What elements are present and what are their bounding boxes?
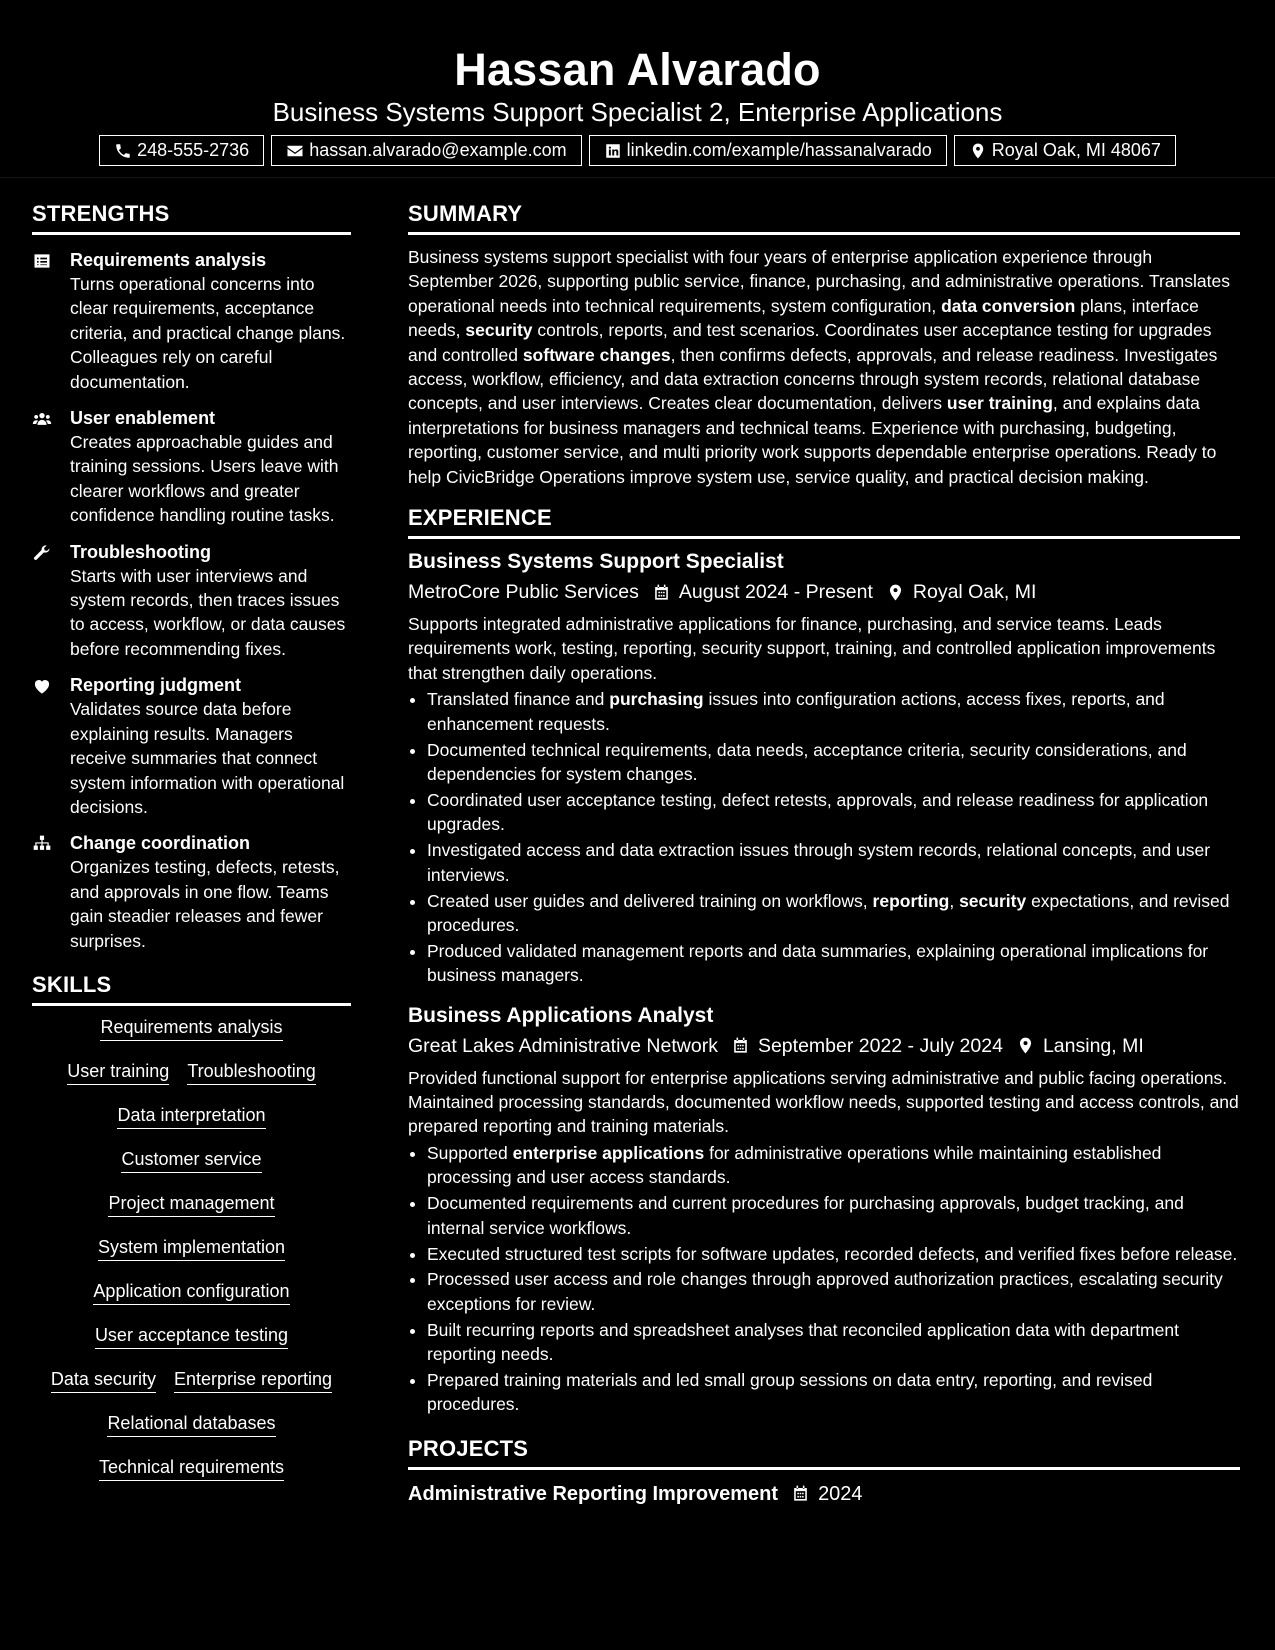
skill-row xyxy=(98,1236,285,1261)
job-meta xyxy=(408,578,1240,606)
strength-body xyxy=(70,540,351,662)
skill-tag: Enterprise reporting xyxy=(174,1368,332,1393)
contact-linkedin[interactable] xyxy=(589,135,947,166)
text-run: Built recurring reports and spreadsheet analyses that reconciled application data with department reporting needs. xyxy=(427,1319,1179,1365)
contact-location[interactable] xyxy=(954,135,1176,166)
right-column xyxy=(408,200,1240,1508)
skills-list xyxy=(32,1016,351,1481)
envelope-icon xyxy=(286,142,304,160)
strength-item xyxy=(32,673,351,819)
left-column xyxy=(32,200,351,1481)
job-location-text: Royal Oak, MI xyxy=(912,581,1037,604)
phone-icon xyxy=(114,142,132,160)
contact-location-text: Royal Oak, MI 48067 xyxy=(991,140,1161,160)
job-location xyxy=(1016,1032,1144,1060)
text-run: controls, reports, and test scenarios. Coordinates user acceptance testing for upgrades and controlled xyxy=(408,320,1212,365)
strengths-heading: STRENGTHS xyxy=(32,200,351,235)
job-meta xyxy=(408,1032,1240,1060)
strength-body xyxy=(70,831,351,953)
contact-phone[interactable] xyxy=(99,135,264,166)
bullet-item xyxy=(427,1141,1240,1190)
job-location xyxy=(886,578,1037,606)
strength-description: Organizes testing, defects, retests, and approvals in one flow. Teams gain steadier releases and fewer surprises. xyxy=(70,857,340,951)
heart-icon xyxy=(32,673,70,819)
strength-title: Troubleshooting xyxy=(70,541,211,562)
skill-row xyxy=(67,1060,315,1085)
text-run: , and explains data interpretations for business managers and technical teams. Experience with purchasing, budgeting, reporting, customer service, and multi priority work supports dependable enterprise operations. Ready to help CivicBridge Operations improve system use, service quality, and practical decision making. xyxy=(408,393,1217,487)
job-dates-text: August 2024 - Present xyxy=(678,581,873,604)
job-company: MetroCore Public Services xyxy=(408,581,639,604)
bullet-item xyxy=(427,1318,1240,1367)
calendar-icon xyxy=(731,1036,758,1055)
emphasis-text: enterprise applications xyxy=(512,1142,705,1163)
job-dates xyxy=(652,578,873,606)
skill-tag: System implementation xyxy=(98,1236,285,1261)
strength-body xyxy=(70,406,351,528)
text-run: Investigated access and data extraction issues through system records, relational concepts, and user interviews. xyxy=(427,840,1211,885)
candidate-name: Hassan Alvarado xyxy=(454,44,821,95)
text-run: issues into configuration actions, access fixes, reports, and enhancement requests. xyxy=(427,689,1165,734)
skill-row xyxy=(51,1368,332,1393)
skill-row xyxy=(95,1324,288,1349)
job-dates-text: September 2022 - July 2024 xyxy=(757,1034,1003,1057)
linkedin-icon xyxy=(604,142,622,160)
text-run: , then confirms defects, approvals, and release readiness. Investigates access, workflow, efficiency, and data extraction concerns through system records, relational database concepts, and user interviews. Creates clear documentation, delivers xyxy=(408,344,1218,414)
projects-heading: PROJECTS xyxy=(408,1435,1240,1470)
strength-description: Turns operational concerns into clear requirements, acceptance criteria, and practical change plans. Colleagues rely on careful documentation. xyxy=(70,274,346,392)
text-run: Processed user access and role changes through approved authorization practices, escalating security exceptions for review. xyxy=(427,1269,1223,1314)
skill-tag: Data interpretation xyxy=(117,1104,265,1129)
strength-description: Creates approachable guides and training sessions. Users leave with clearer workflows and greater confidence handling routine tasks. xyxy=(70,432,339,526)
skill-row xyxy=(99,1456,284,1481)
text-run: Prepared training materials and led small group sessions on data entry, reporting, and revised procedures. xyxy=(427,1370,1153,1415)
bullet-item xyxy=(427,788,1240,837)
project-title: Administrative Reporting Improvement xyxy=(408,1482,779,1505)
sitemap-icon xyxy=(32,831,70,953)
map-pin-icon xyxy=(886,583,913,602)
text-run: Coordinated user acceptance testing, defect retests, approvals, and release readiness for application upgrades. xyxy=(427,789,1209,835)
text-run: Documented requirements and current procedures for purchasing approvals, budget tracking, and internal service workflows. xyxy=(427,1193,1184,1238)
strengths-list xyxy=(32,248,351,953)
skill-tag: Troubleshooting xyxy=(187,1060,315,1085)
text-run: Business systems support specialist with four years of enterprise application experience through September 2026, supporting public service, finance, purchasing, and administrative operations. Translates operational needs into technical requirements, system configuration, xyxy=(408,247,1230,316)
summary-heading: SUMMARY xyxy=(408,200,1240,235)
text-run: Supported xyxy=(427,1142,513,1163)
emphasis-text: purchasing xyxy=(609,689,704,710)
skill-row xyxy=(100,1016,282,1041)
skill-tag: Requirements analysis xyxy=(100,1016,282,1041)
bullet-item xyxy=(427,838,1240,887)
emphasis-text: security xyxy=(959,890,1027,911)
strength-title: Requirements analysis xyxy=(70,250,267,270)
skill-row xyxy=(121,1148,261,1173)
job-bullets xyxy=(408,1141,1240,1417)
strength-description: Starts with user interviews and system records, then traces issues to access, workflow, or data causes before recommending fixes. xyxy=(70,565,346,659)
project-year: 2024 xyxy=(818,1482,863,1505)
job-description: Provided functional support for enterprise applications serving administrative and public facing operations. Maintained processing standards, documented workflow needs, supported testing and access controls, and prepared reporting and training materials. xyxy=(408,1067,1239,1137)
skill-row xyxy=(93,1280,289,1305)
skill-tag: Project management xyxy=(108,1192,274,1217)
job-dates xyxy=(731,1032,1003,1060)
skill-tag: Data security xyxy=(51,1368,156,1393)
project-entry xyxy=(408,1480,1240,1508)
strength-item xyxy=(32,540,351,662)
emphasis-text: user training xyxy=(946,393,1053,414)
skill-row xyxy=(107,1412,275,1437)
experience-heading: EXPERIENCE xyxy=(408,504,1240,539)
bullet-item xyxy=(427,1242,1240,1266)
job-entry xyxy=(408,1002,1240,1417)
bullet-item xyxy=(427,1191,1240,1240)
job-entry xyxy=(408,548,1240,988)
skill-tag: Application configuration xyxy=(93,1280,289,1305)
strength-title: Reporting judgment xyxy=(70,675,241,696)
bullet-item xyxy=(427,889,1240,938)
contact-email-text: hassan.alvarado@example.com xyxy=(309,140,567,160)
map-pin-icon xyxy=(969,142,987,160)
emphasis-text: software changes xyxy=(522,344,671,365)
job-description: Supports integrated administrative applications for finance, purchasing, and service teams. Leads requirements work, testing, reporting, security support, training, and controlled application improvements that strengthen daily operations. xyxy=(408,614,1216,683)
bullet-item xyxy=(427,687,1240,736)
projects-list xyxy=(408,1480,1240,1508)
job-bullets xyxy=(408,687,1240,987)
contact-bar xyxy=(0,135,1275,166)
skill-tag: User training xyxy=(67,1060,169,1085)
strength-item xyxy=(32,406,351,528)
contact-email[interactable] xyxy=(271,135,581,166)
bullet-item xyxy=(427,939,1240,988)
skill-tag: Relational databases xyxy=(107,1412,275,1437)
job-title: Business Systems Support Specialist xyxy=(408,550,784,574)
calendar-icon xyxy=(652,583,679,602)
text-run: Documented technical requirements, data needs, acceptance criteria, security considerations, and dependencies for system changes. xyxy=(427,739,1187,784)
job-location-text: Lansing, MI xyxy=(1042,1034,1144,1057)
resume-header xyxy=(0,0,1275,178)
bullet-item xyxy=(427,1267,1240,1316)
text-run: for administrative operations while maintaining established processing and user access standards. xyxy=(427,1142,1162,1188)
strength-body xyxy=(70,248,351,394)
skill-tag: Technical requirements xyxy=(99,1456,284,1481)
emphasis-text: reporting xyxy=(872,890,950,911)
text-run: Translated finance and xyxy=(427,689,610,710)
job-company: Great Lakes Administrative Network xyxy=(408,1034,718,1057)
text-run: plans, interface needs, xyxy=(408,295,1199,341)
emphasis-text: data conversion xyxy=(941,295,1076,316)
candidate-headline: Business Systems Support Specialist 2, Enterprise Applications xyxy=(272,97,1003,127)
skill-tag: User acceptance testing xyxy=(95,1324,288,1349)
skills-heading: SKILLS xyxy=(32,971,351,1006)
skill-row xyxy=(117,1104,265,1129)
text-run: Produced validated management reports and data summaries, explaining operational implications for business managers. xyxy=(427,940,1209,986)
text-run: Executed structured test scripts for software updates, recorded defects, and verified fixes before release. xyxy=(427,1243,1238,1264)
calendar-icon xyxy=(778,1484,818,1503)
text-run: expectations, and revised procedures. xyxy=(427,890,1230,935)
contact-phone-text: 248-555-2736 xyxy=(137,140,250,160)
skill-tag: Customer service xyxy=(121,1148,261,1173)
strength-description: Validates source data before explaining results. Managers receive summaries that connect system information with operational decisions. xyxy=(70,699,345,817)
bullet-item xyxy=(427,1368,1240,1417)
contact-linkedin-text: linkedin.com/example/hassanalvarado xyxy=(626,140,932,160)
text-run: , xyxy=(949,890,960,911)
bullet-item xyxy=(427,738,1240,787)
job-title: Business Applications Analyst xyxy=(408,1003,714,1027)
strength-title: Change coordination xyxy=(70,833,250,854)
map-pin-icon xyxy=(1016,1036,1043,1055)
strength-item xyxy=(32,831,351,953)
emphasis-text: security xyxy=(465,320,533,341)
text-run: Created user guides and delivered training on workflows, xyxy=(427,890,873,911)
strength-title: User enablement xyxy=(70,408,216,429)
strength-body xyxy=(70,673,351,819)
wrench-icon xyxy=(32,540,70,662)
skill-row xyxy=(108,1192,274,1217)
jobs-list xyxy=(408,548,1240,1417)
strength-item xyxy=(32,248,351,394)
summary-text xyxy=(408,245,1240,489)
users-icon xyxy=(32,406,70,528)
list-icon xyxy=(32,248,70,394)
